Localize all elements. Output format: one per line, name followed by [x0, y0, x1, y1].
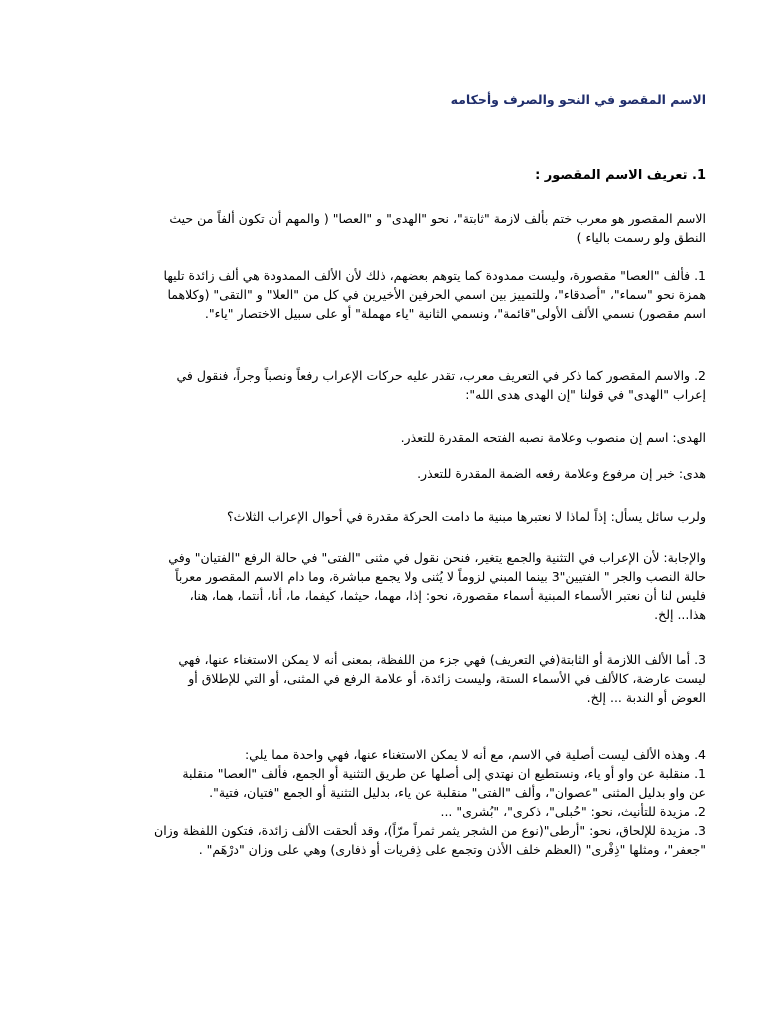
paragraph-question	[92, 507, 706, 526]
text-line: فليس لنا أن نعتبر الأسماء المبنية أسماء مقصورة، نحو: إذا، مهما، حيثما، كيفما، ما، أنا، أنتما، هما، هنا،	[189, 588, 706, 603]
text-line: العوض أو الندبة ... إلخ.	[586, 690, 706, 705]
text-line: 2. مزيدة للتأنيث، نحو: "حُبلى"، ذكرى"، "بُشرى" ...	[440, 804, 706, 819]
text-line: 1. فألف "العصا" مقصورة، وليست ممدودة كما يتوهم بعضهم، ذلك لأن الألف الممدودة هي ألف زائدة تليها	[163, 268, 706, 283]
text-line: هذا... إلخ.	[654, 607, 706, 622]
text-line: 2. والاسم المقصور كما ذكر في التعريف معرب، تقدر عليه حركات الإعراب رفعاً ونصباً وجراً، فنقول في	[176, 368, 706, 383]
document-title: الاسم المقصو في النحو والصرف وأحكامه	[450, 92, 706, 107]
text-line: إعراب "الهدى" في قولنا "إن الهدى هدى الله":	[465, 387, 706, 402]
paragraph-definition	[92, 209, 706, 247]
paragraph-point-1	[92, 266, 706, 323]
text-line: اسم مقصور) نسمي الألف الأولى"قائمة"، ونسمي الثانية "ياء مهملة" أو على سبيل الاختصار "ياء".	[204, 306, 706, 321]
paragraph-point-2	[92, 366, 706, 404]
text-line: ولرب سائل يسأل: إذاً لماذا لا نعتبرها مبنية ما دامت الحركة مقدرة في أحوال الإعراب الثلاث؟	[227, 509, 706, 524]
text-line: 1. منقلبة عن واو أو ياء، ونستطيع ان نهتدي إلى أصلها عن طريق التثنية أو الجمع، فألف "العصا" منقلبة	[182, 766, 706, 781]
text-line: 4. وهذه الألف ليست أصلية في الاسم، مع أنه لا يمكن الاستغناء عنها، فهي واحدة مما يلي:	[244, 747, 706, 762]
text-line: الهدى: اسم إن منصوب وعلامة نصبه الفتحه المقدرة للتعذر.	[400, 430, 706, 445]
text-line: 3. أما الألف اللازمة أو الثابتة(في التعريف) فهي جزء من اللفظة، بمعنى أنه لا يمكن الاستغناء عنها، فهي	[178, 652, 706, 667]
paragraph-parse-hudan	[92, 464, 706, 483]
text-line: الاسم المقصور هو معرب ختم بألف لازمة "ثابتة"، نحو "الهدى" و "العصا" ( والمهم أن تكون ألفاً من حيث	[169, 211, 706, 226]
text-line: والإجابة: لأن الإعراب في التثنية والجمع يتغير، فنحن نقول في مثنى "الفتى" في حالة الرفع "الفتيان" وفي	[168, 550, 706, 565]
text-line: 3. مزيدة للإلحاق، نحو: "أرطى"(نوع من الشجر يثمر ثمراً مرّاً)، وقد ألحقت الألف زائدة، فتكون اللفظة وزان	[154, 823, 706, 838]
paragraph-point-3	[92, 650, 706, 707]
text-line: همزة نحو "سماء"، "أصدقاء"، وللتمييز بين اسمي الحرفين الأخيرين في كل من "العلا" و "التقى" (وكلاهما	[167, 287, 706, 302]
text-line: ليست عارضة، كالألف في الأسماء الستة، وليست زائدة، أو علامة الرفع في المثنى، أو التي للإطلاق أو	[188, 671, 706, 686]
text-line: حالة النصب والجر " الفتيين"3 بينما المبني لزوماً لا يُثنى ولا يجمع مباشرة، وما دام الاسم المقصور معرباً	[175, 569, 706, 584]
text-line: هدى: خبر إن مرفوع وعلامة رفعه الضمة المقدرة للتعذر.	[417, 466, 706, 481]
text-line: "جعفر"، ومثلها "ذِفْرى" (العظم خلف الأذن وتجمع على ذِفريات أو ذفارى) وهي على وزان "درْهَم" .	[198, 842, 706, 857]
paragraph-parse-huda	[92, 428, 706, 447]
section-heading: 1. تعريف الاسم المقصور :	[535, 168, 706, 183]
paragraph-answer	[92, 548, 706, 624]
paragraph-point-4	[92, 745, 706, 859]
text-line: النطق ولو رسمت بالياء )	[576, 230, 706, 245]
text-line: عن واو بدليل المثنى "عصوان"، وألف "الفتى" منقلبة عن ياء، بدليل التثنية أو الجمع "فتيان، فتية".	[209, 785, 706, 800]
